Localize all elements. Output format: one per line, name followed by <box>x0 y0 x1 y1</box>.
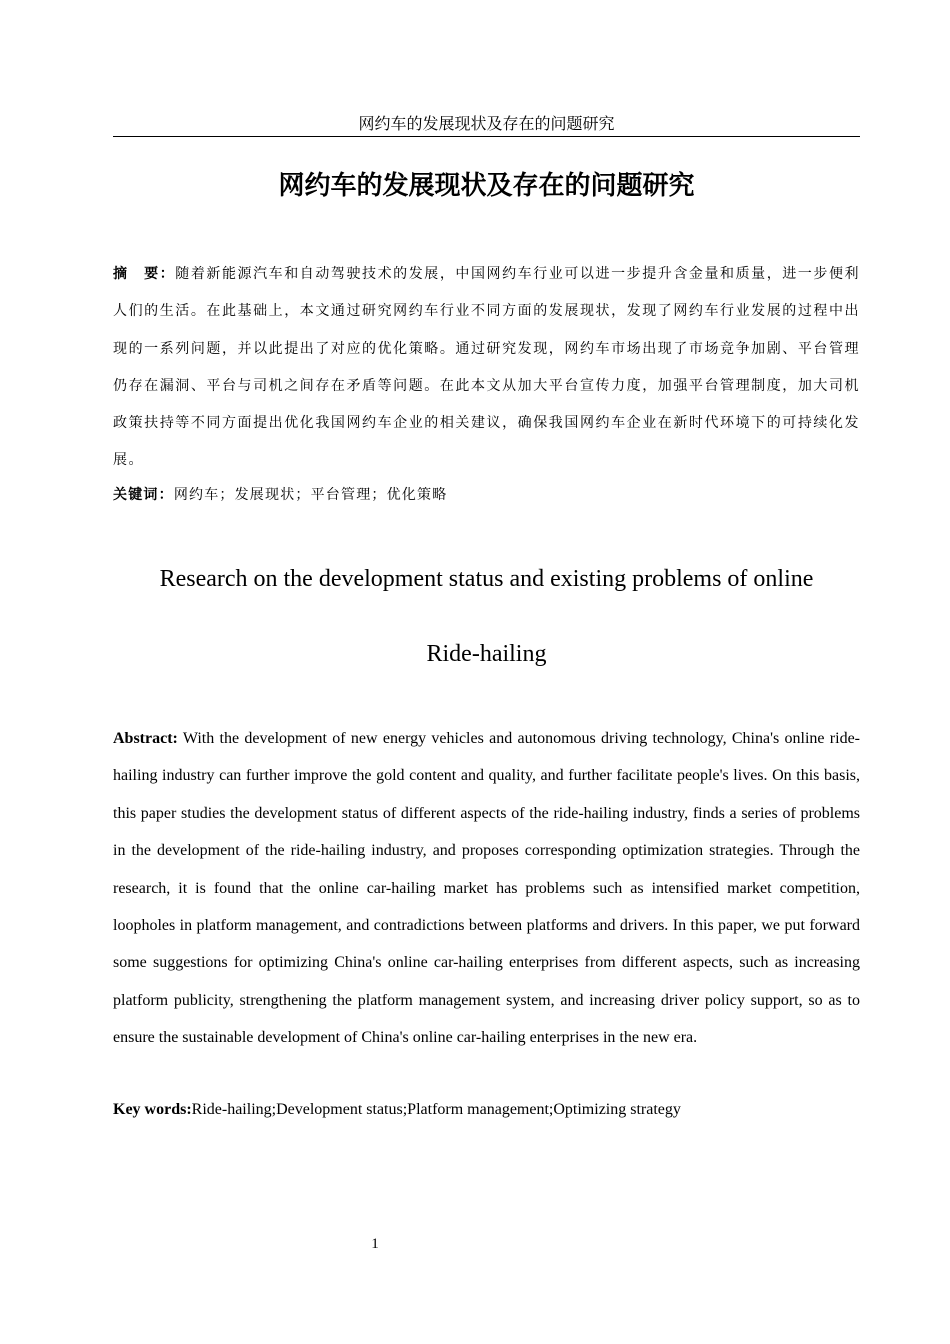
page-number: 1 <box>371 1236 379 1252</box>
english-keywords <box>113 1095 860 1125</box>
chinese-keywords-text: 网约车；发展现状；平台管理；优化策略 <box>173 487 448 503</box>
english-abstract-text: With the development of new energy vehicles and autonomous driving technology, China's online ride-hailing industry can further improve the gold content and quality, and further facilitate people's lives. On this basis, this paper studies the development status of different aspects of the ride-hailing industry, finds a series of problems in the development of the ride-hailing industry, and proposes corresponding optimization strategies. Through the research, it is found that the online car-hailing market has problems such as intensified market competition, loopholes in platform management, and contradictions between platforms and drivers. In this paper, we put forward some suggestions for optimizing China's online car-hailing enterprises from different aspects, such as increasing platform publicity, strengthening the platform management system, and increasing driver policy support, so as to ensure the sustainable development of China's online car-hailing enterprises in the new era. <box>113 730 860 1047</box>
chinese-abstract <box>113 256 860 480</box>
english-abstract-label: Abstract: <box>113 730 178 747</box>
english-title-line-2: Ride-hailing <box>426 641 547 667</box>
chinese-keywords-label: 关键词： <box>113 487 174 503</box>
english-title-line-1: Research on the development status and existing problems of online <box>159 566 814 592</box>
english-abstract <box>113 720 860 1057</box>
chinese-abstract-text: 随着新能源汽车和自动驾驶技术的发展，中国网约车行业可以进一步提升含金量和质量，进一步便利人们的生活。在此基础上，本文通过研究网约车行业不同方面的发展现状，发现了网约车行业发展的过程中出现的一系列问题，并以此提出了对应的优化策略。通过研究发现，网约车市场出现了市场竞争加剧、平台管理仍存在漏洞、平台与司机之间存在矛盾等问题。在此本文从加大平台宣传力度，加强平台管理制度，加大司机政策扶持等不同方面提出优化我国网约车企业的相关建议，确保我国网约车企业在新时代环境下的可持续化发展。 <box>113 266 860 469</box>
chinese-abstract-label: 摘 要： <box>113 266 176 282</box>
english-keywords-label: Key words: <box>113 1101 192 1118</box>
chinese-keywords <box>113 479 860 511</box>
chinese-title: 网约车的发展现状及存在的问题研究 <box>278 171 695 201</box>
english-keywords-text: Ride-hailing;Development status;Platform management;Optimizing strategy <box>191 1101 681 1118</box>
running-header: 网约车的发展现状及存在的问题研究 <box>113 113 860 137</box>
